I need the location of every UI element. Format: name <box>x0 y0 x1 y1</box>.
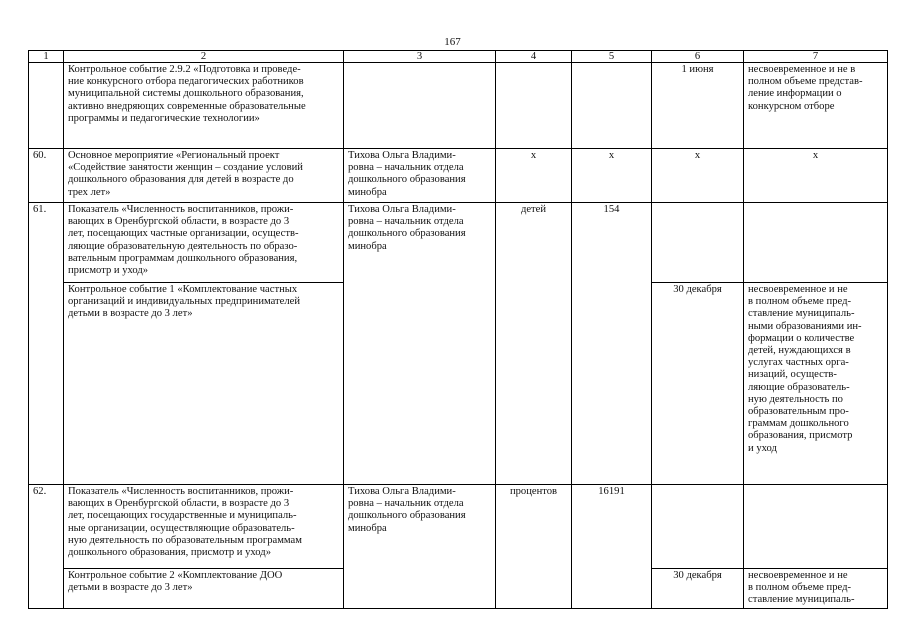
header-cell-1: 1 <box>29 51 64 63</box>
event-name: Основное мероприятие «Региональный проект «Содействие занятости женщин – создание условий дошкольного образования для детей в возрасте до трех лет» <box>64 149 344 203</box>
value: 16191 <box>572 485 652 609</box>
value: x <box>572 149 652 203</box>
unit: детей <box>496 203 572 485</box>
header-cell-5: 5 <box>572 51 652 63</box>
header-cell-3: 3 <box>344 51 496 63</box>
deadline: x <box>652 149 744 203</box>
header-cell-6: 6 <box>652 51 744 63</box>
header-cell-7: 7 <box>744 51 888 63</box>
deadline <box>652 203 744 283</box>
deadline: 30 декабря <box>652 569 744 609</box>
unit: x <box>496 149 572 203</box>
event-name: Показатель «Численность воспитанников, прожи- вающих в Оренбургской области, в возрасте до 3 лет, посещающих частные организации, осуществ- ляющие образовательную деятельность по образо- вательным программам дошкольного образования, присмотр и уход» <box>64 203 344 283</box>
value: 154 <box>572 203 652 485</box>
row-number: 61. <box>29 203 64 485</box>
row-number <box>29 63 64 149</box>
risk: несвоевременное и не в полном объеме представ- ление информации о конкурсном отборе <box>744 63 888 149</box>
table-row <box>29 149 888 203</box>
row-number: 60. <box>29 149 64 203</box>
risk: x <box>744 149 888 203</box>
value <box>572 63 652 149</box>
risk <box>744 485 888 569</box>
responsible: Тихова Ольга Владими- ровна – начальник отдела дошкольного образования минобра <box>344 485 496 609</box>
table-row <box>29 485 888 569</box>
deadline: 1 июня <box>652 63 744 149</box>
table-row <box>29 63 888 149</box>
header-row <box>29 51 888 63</box>
responsible <box>344 63 496 149</box>
row-number: 62. <box>29 485 64 609</box>
responsible: Тихова Ольга Владими- ровна – начальник отдела дошкольного образования минобра <box>344 203 496 485</box>
responsible: Тихова Ольга Владими- ровна – начальник отдела дошкольного образования минобра <box>344 149 496 203</box>
unit <box>496 63 572 149</box>
event-name: Контрольное событие 2 «Комплектование ДОО детьми в возрасте до 3 лет» <box>64 569 344 609</box>
risk: несвоевременное и не в полном объеме пред- ставление муниципаль- <box>744 569 888 609</box>
page-number: 167 <box>444 36 461 48</box>
risk <box>744 203 888 283</box>
risk: несвоевременное и не в полном объеме пред- ставление муниципаль- ными образованиями ин- формации о количестве детей, нуждающихся в услугах частных орга- низаций, осуществ- ляющие образователь- ную деятельность по образовательным про- граммам дошкольного образования, присмотр и уход <box>744 283 888 485</box>
unit: процентов <box>496 485 572 609</box>
deadline: 30 декабря <box>652 283 744 485</box>
table-row <box>29 203 888 283</box>
event-name: Показатель «Численность воспитанников, прожи- вающих в Оренбургской области, в возрасте до 3 лет, посещающих государственные и муниципаль- ные организации, осуществляющие образователь- ную деятельность по образовательным программам дошкольного образования, присмотр и уход» <box>64 485 344 569</box>
header-cell-2: 2 <box>64 51 344 63</box>
event-name: Контрольное событие 1 «Комплектование частных организаций и индивидуальных предпринимателей детьми в возрасте до 3 лет» <box>64 283 344 485</box>
header-cell-4: 4 <box>496 51 572 63</box>
event-name: Контрольное событие 2.9.2 «Подготовка и проведе- ние конкурсного отбора педагогических работников муниципальной системы дошкольного образования, активно внедряющих современные образовательные программы и педагогические технологии» <box>64 63 344 149</box>
deadline <box>652 485 744 569</box>
plan-table <box>28 50 888 609</box>
